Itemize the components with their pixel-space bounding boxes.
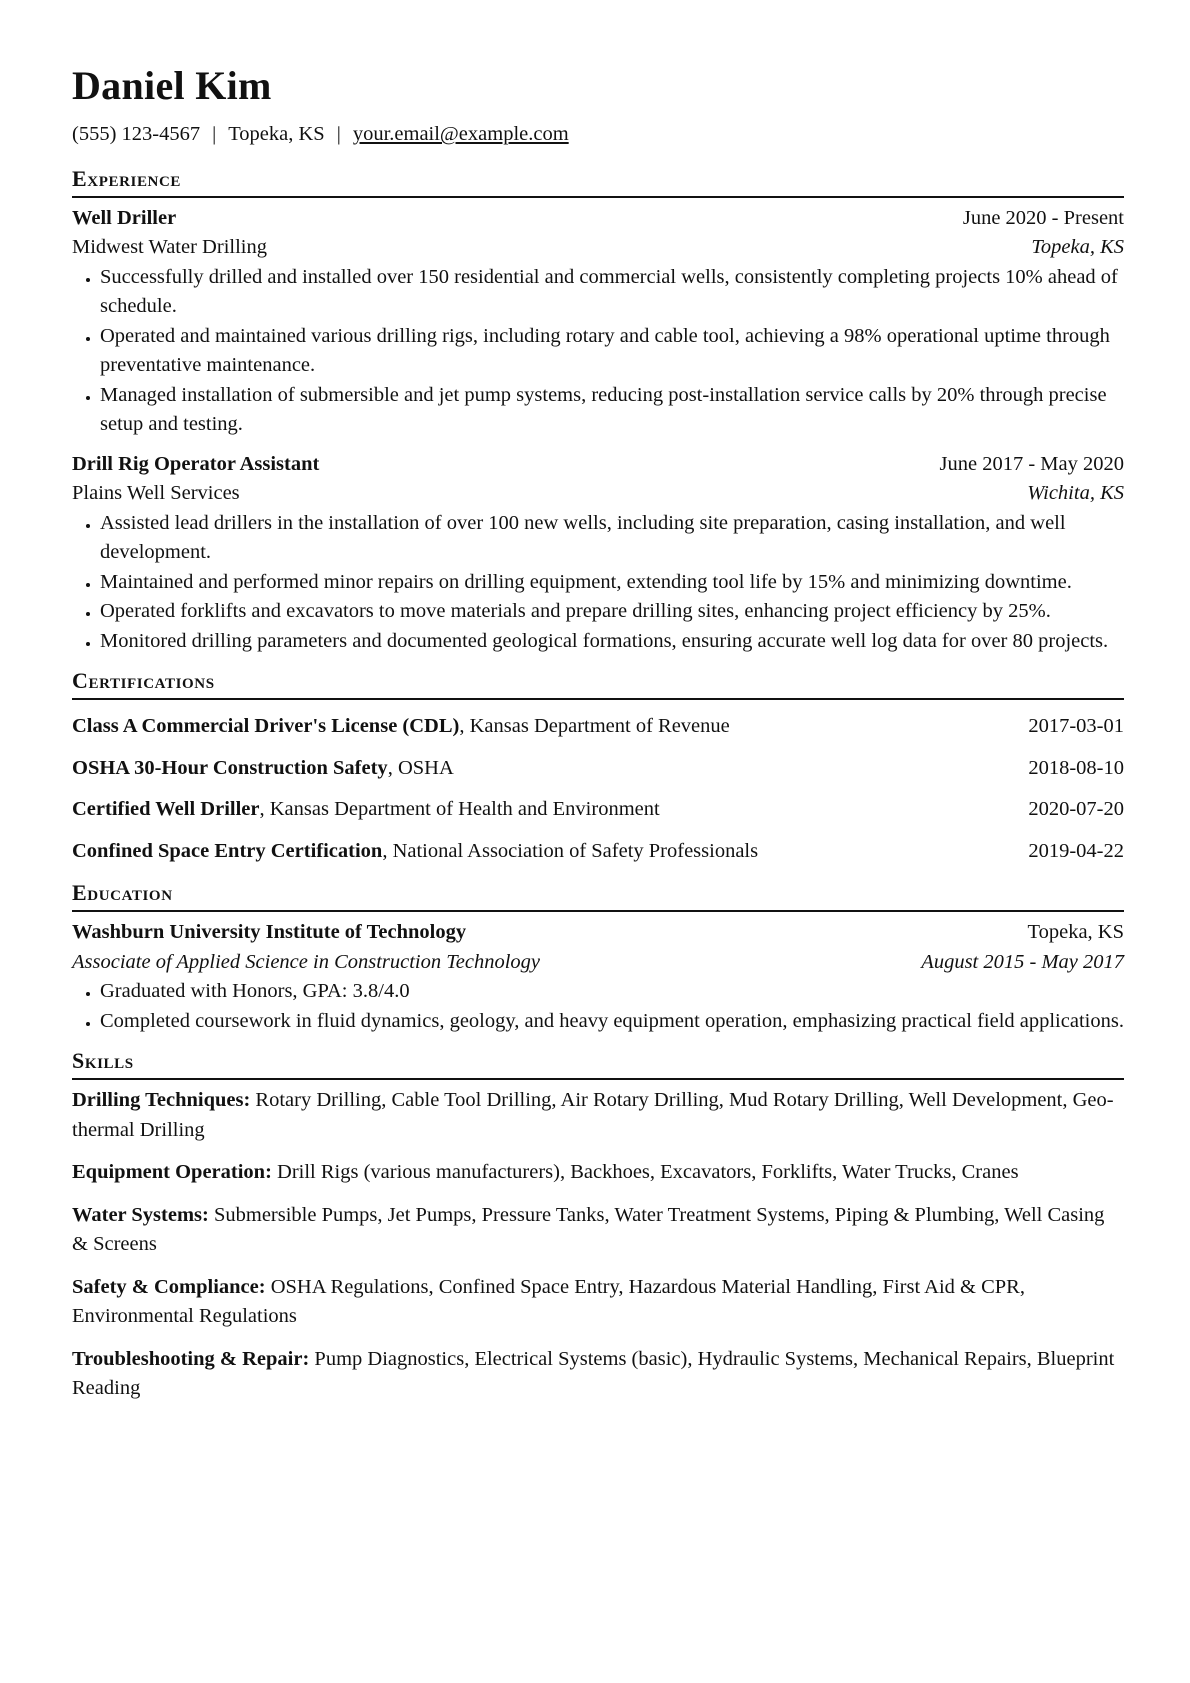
skill-item [72,1345,1124,1404]
cert-issuer: , Kansas Department of Health and Environment [259,798,660,820]
email-link[interactable]: your.email@example.com [352,123,569,145]
certification-item [72,748,1124,790]
skill-item [72,1273,1124,1332]
cert-date: 2020-07-20 [1028,798,1124,820]
job-bullets [72,263,1124,440]
bullet: • Successfully drilled and installed over 150 residential and commercial wells, consistently completing projects 10% ahead of schedule. [100,263,1124,322]
job-dates: June 2020 - Present [962,206,1124,229]
cert-issuer: , National Association of Safety Professionals [382,839,759,862]
cert-date: 2019-04-22 [1028,839,1124,862]
skill-label: Water Systems: [72,1203,209,1226]
cert-date: 2017-03-01 [1028,715,1124,737]
bullet: • Managed installation of submersible and jet pump systems, reducing post-installation service calls by 20% through precise setup and testing. [100,381,1124,440]
skill-item [72,1201,1124,1260]
education-entry [72,918,1124,1036]
skill-value: Drill Rigs (various manufacturers), Backhoes, Excavators, Forklifts, Water Trucks, Cranes [271,1161,1019,1183]
section-title-education: Education [72,880,173,905]
job-dates: June 2017 - May 2020 [939,452,1124,475]
job-company: Midwest Water Drilling [72,236,267,258]
cert-date: 2018-08-10 [1028,756,1124,779]
school-location: Topeka, KS [1027,921,1124,943]
separator: | [212,123,217,145]
education-dates: August 2015 - May 2017 [921,950,1124,973]
job-bullets [72,509,1124,657]
job-role: Drill Rig Operator Assistant [72,452,320,475]
bullet: • Maintained and performed minor repairs on drilling equipment, extending tool life by 15% and minimizing downtime. [100,568,1124,598]
certifications-list [72,706,1124,872]
section-divider [72,1078,1124,1080]
job-entry [72,204,1124,440]
skill-value: Rotary Drilling, Cable Tool Drilling, Air Rotary Drilling, Mud Rotary Drilling, Well Development, Geo-thermal Drilling [72,1089,1114,1141]
job-role: Well Driller [72,206,177,229]
skill-value: Pump Diagnostics, Electrical Systems (basic), Hydraulic Systems, Mechanical Repairs, Blueprint Reading [72,1347,1115,1399]
skill-label: Troubleshooting & Repair: [72,1347,310,1370]
skill-item [72,1086,1124,1145]
section-title-skills: Skills [72,1048,134,1073]
bullet: • Assisted lead drillers in the installation of over 100 new wells, including site preparation, casing installation, and well development. [100,509,1124,568]
cert-name: Class A Commercial Driver's License (CDL) [72,715,460,737]
bullet: • Monitored drilling parameters and documented geological formations, ensuring accurate well log data for over 80 projects. [100,627,1124,657]
job-company: Plains Well Services [72,482,240,504]
skills-list [72,1086,1124,1404]
candidate-name: Daniel Kim [72,63,272,108]
skill-label: Equipment Operation: [72,1161,272,1183]
cert-name: Confined Space Entry Certification [72,839,383,862]
job-entry [72,450,1124,657]
skill-label: Drilling Techniques: [72,1089,251,1111]
school-name: Washburn University Institute of Technology [72,921,467,943]
phone: (555) 123-4567 [72,123,201,145]
separator: | [336,123,341,145]
skill-item [72,1158,1124,1188]
section-title-certifications: Certifications [72,668,215,693]
resume-page [72,58,1124,1417]
section-divider [72,910,1124,912]
degree: Associate of Applied Science in Construction Technology [72,950,541,973]
cert-issuer: , Kansas Department of Revenue [459,715,730,737]
job-location: Wichita, KS [1027,482,1124,504]
skill-value: Submersible Pumps, Jet Pumps, Pressure Tanks, Water Treatment Systems, Piping & Plumbing, Well Casing & Screens [72,1203,1105,1255]
section-divider [72,196,1124,198]
location: Topeka, KS [228,123,325,145]
bullet: • Completed coursework in fluid dynamics, geology, and heavy equipment operation, emphasizing practical field applications. [100,1007,1124,1037]
certification-item [72,831,1124,873]
bullet: • Graduated with Honors, GPA: 3.8/4.0 [100,977,1124,1007]
skill-label: Safety & Compliance: [72,1275,266,1298]
contact-line [72,120,1124,150]
section-title-experience: Experience [72,165,182,191]
certification-item [72,789,1124,831]
certification-item [72,706,1124,748]
bullet: • Operated and maintained various drilling rigs, including rotary and cable tool, achieving a 98% operational uptime through preventative maintenance. [100,322,1124,381]
bullet: • Operated forklifts and excavators to move materials and prepare drilling sites, enhancing project efficiency by 25%. [100,597,1124,627]
section-divider [72,698,1124,700]
cert-issuer: , OSHA [387,756,454,779]
education-bullets [72,977,1124,1036]
cert-name: OSHA 30-Hour Construction Safety [72,756,388,779]
job-location: Topeka, KS [1031,236,1124,258]
skill-value: OSHA Regulations, Confined Space Entry, Hazardous Material Handling, First Aid & CPR, Environmental Regulations [72,1275,1025,1327]
cert-name: Certified Well Driller [72,798,260,820]
